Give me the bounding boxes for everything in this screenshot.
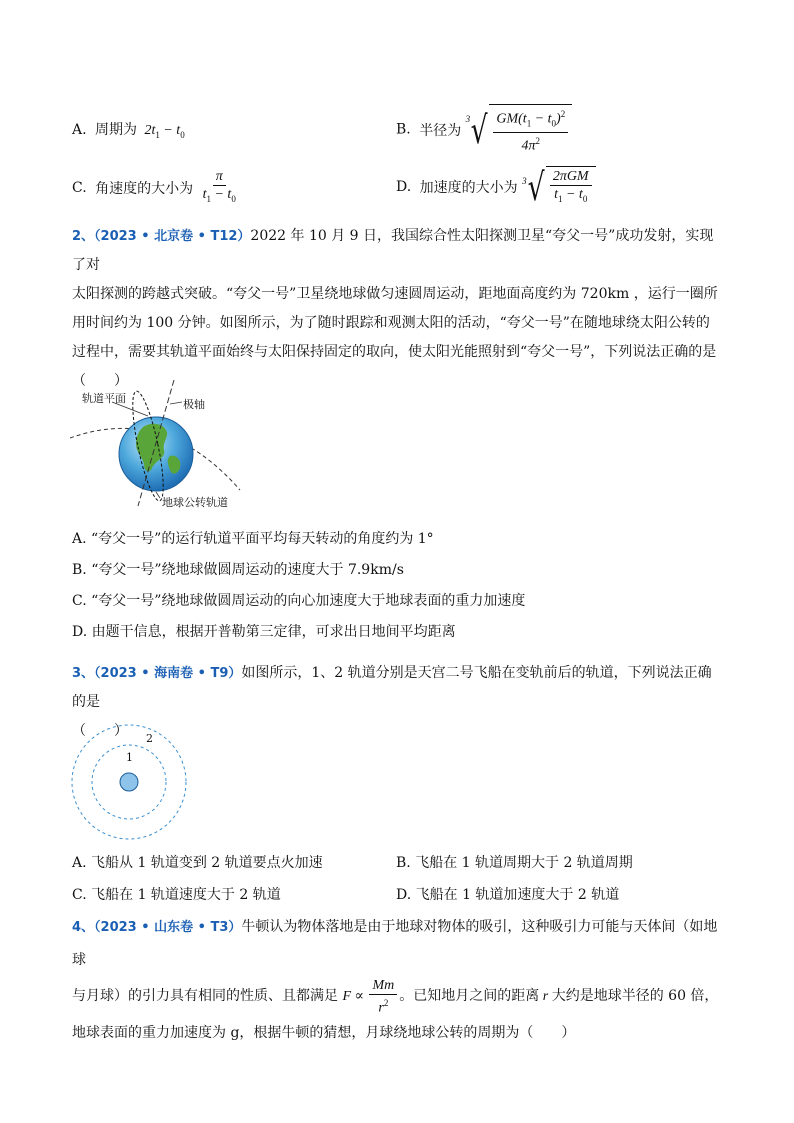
q3-line-1: 3、（2023 • 海南卷 • T9）如图所示，1、2 轨道分别是天宫二号飞船在变轨前后的轨道，下列说法正确的是 [72, 665, 712, 710]
q1-option-c: C. 角速度的大小为 $\frac{\pi}{t_1 - t_0}$ [72, 168, 241, 208]
q3-option-a: A. 飞船从 1 轨道变到 2 轨道要点火加速 [72, 855, 323, 871]
planet-circle [120, 773, 138, 791]
q2-line-3: 用时间约为 100 分钟。如图所示，为了随时跟踪和观测太阳的活动，“夸父一号”在随地球绕太阳公转的 [72, 315, 710, 331]
q2-line-1: 2、（2023 • 北京卷 • T12）2022 年 10 月 9 日，我国综合性太阳探测卫星“夸父一号”成功发射，实现了对 [72, 228, 714, 273]
q3-option-b: B. 飞船在 1 轨道周期大于 2 轨道周期 [396, 855, 633, 871]
orbit-label-2: 2 [146, 732, 153, 745]
q3-option-c: C. 飞船在 1 轨道速度大于 2 轨道 [72, 887, 281, 903]
label-polar-axis: 极轴 [183, 398, 205, 411]
revolution-leader [156, 492, 160, 498]
q3-option-d: D. 飞船在 1 轨道加速度大于 2 轨道 [396, 887, 620, 903]
q1-option-d: D. 加速度的大小为 3 √ $\frac{\text{2πGM}}{t_1 - t_0}$ [396, 166, 596, 208]
q2-line-2: 太阳探测的跨越式突破。“夸父一号”卫星绕地球做匀速圆周运动，距地面高度约为 720km ，运行一圈所 [72, 286, 718, 302]
label-orbit-plane: 轨道平面 [82, 392, 126, 405]
q1-option-a-formula: $2t_1 - t_0$ [144, 123, 185, 140]
q1-option-a: A. 周期为 $2t_1 - t_0$ [72, 122, 185, 140]
q1-option-b: B. 半径为 3 √ $\frac{GM(t_1 - t_0)^2}{4\pi^2}$ [396, 104, 572, 155]
q4-line-3: 地球表面的重力加速度为 g，根据牛顿的猜想，月球绕地球公转的周期为（ ） [72, 1024, 576, 1041]
label-revolution-orbit: 地球公转轨道 [162, 496, 228, 509]
polar-axis-leader [170, 402, 182, 404]
q2-stem [72, 222, 724, 396]
q2-options [72, 524, 724, 648]
q4-line-2: 与月球）的引力具有相同的性质、且都满足 F ∝ $\frac{Mm}{r^2}$ 。已知地月之间的距离 r 大约是地球半径的 60 倍， [72, 978, 719, 1016]
q2-option-d: D. 由题干信息，根据开普勒第三定律，可求出日地间平均距离 [72, 624, 456, 640]
q3-line-2: （ ） [72, 723, 128, 739]
orbit-label-1: 1 [126, 751, 133, 764]
q4-force-formula: F ∝ $\frac{Mm}{r^2}$ [342, 989, 399, 1004]
q2-option-b: B. “夸父一号”绕地球做圆周运动的速度大于 7.9km/s [72, 562, 404, 578]
q2-earth-figure [70, 376, 260, 514]
q4-stem [72, 911, 724, 1050]
q3-orbit-figure [70, 722, 190, 842]
q2-line-4: 过程中，需要其轨道平面始终与太阳保持固定的取向，使太阳光能照射到“夸父一号”，下列说法正确的是 [72, 344, 717, 360]
q2-option-a: A. “夸父一号”的运行轨道平面平均每天转动的角度约为 1° [72, 531, 434, 547]
q1-option-d-formula: 3 √ $\frac{\text{2πGM}}{t_1 - t_0}$ [522, 166, 596, 208]
q1-option-c-formula: $\frac{\pi}{t_1 - t_0}$ [202, 169, 236, 204]
q2-line-5: （ ） [72, 373, 128, 389]
q1-option-b-formula: 3 √ $\frac{GM(t_1 - t_0)^2}{4\pi^2}$ [466, 104, 573, 155]
orbit-diagram [70, 722, 190, 842]
q4-symbol-r: r [539, 989, 552, 1005]
q4-line-1: 4、（2023 • 山东卷 • T3）牛顿认为物体落地是由于地球对物体的吸引，这种吸引力可能与天体间（如地球 [72, 919, 718, 968]
q2-option-c: C. “夸父一号”绕地球做圆周运动的向心加速度大于地球表面的重力加速度 [72, 593, 526, 609]
